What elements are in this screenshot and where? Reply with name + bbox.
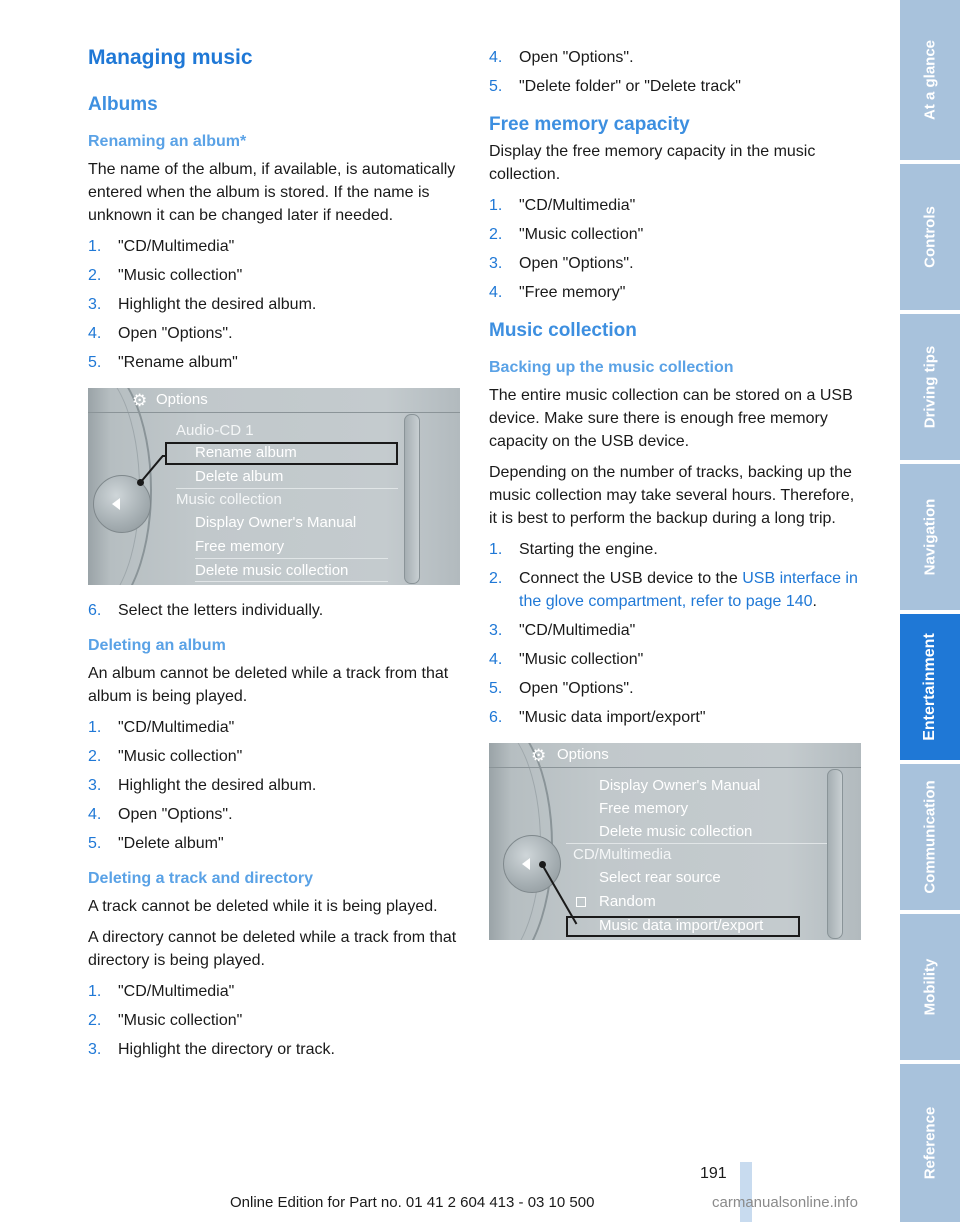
step-number: 3. <box>88 296 102 313</box>
step-text: "Music collection" <box>519 651 644 668</box>
list-item <box>88 803 460 826</box>
list-item <box>88 599 460 622</box>
options-gear-icon: ⚙ <box>132 391 148 410</box>
paragraph-free-memory: Display the free memory capacity in the music collection. <box>489 143 816 183</box>
tab-entertainment[interactable] <box>900 614 960 760</box>
menu-item-free-memory[interactable]: Free memory <box>599 800 689 817</box>
step-text: . <box>812 593 817 610</box>
steps-free-memory <box>489 194 861 304</box>
options-title: Options <box>156 391 208 408</box>
options-title: Options <box>557 746 609 763</box>
step-text: "CD/Multimedia" <box>118 719 235 736</box>
subheading-backing-up: Backing up the music collection <box>489 359 734 376</box>
steps-renaming <box>88 235 460 374</box>
list-item <box>88 1038 460 1061</box>
left-arrow-icon <box>112 498 120 510</box>
menu-item-free-memory[interactable]: Free memory <box>195 538 285 555</box>
step-number: 3. <box>489 622 503 639</box>
list-item <box>88 1009 460 1032</box>
step-text: "CD/Multimedia" <box>519 622 636 639</box>
menu-item-delete-album[interactable]: Delete album <box>195 468 284 485</box>
step-text: Starting the engine. <box>519 541 658 558</box>
list-item <box>88 351 460 374</box>
list-item <box>489 706 861 729</box>
list-item <box>88 832 460 855</box>
step-number: 2. <box>489 226 503 243</box>
steps-deleting-album <box>88 716 460 855</box>
step-text: "Music collection" <box>519 226 644 243</box>
step-text: Highlight the directory or track. <box>118 1041 335 1058</box>
step-text: "Rename album" <box>118 354 238 371</box>
paragraph-deleting-track-1: A track cannot be deleted while it is being played. <box>88 898 438 915</box>
steps-backup <box>489 538 861 729</box>
paragraph-deleting-track-2: A directory cannot be deleted while a track from that directory is being played. <box>88 929 457 969</box>
step-text: "CD/Multimedia" <box>118 238 235 255</box>
step-number: 4. <box>88 325 102 342</box>
steps-renaming-cont <box>88 599 460 622</box>
list-item <box>489 281 861 304</box>
menu-header-music-collection: Music collection <box>176 491 282 508</box>
step-number: 1. <box>489 197 503 214</box>
step-text: "Music collection" <box>118 748 243 765</box>
subheading-deleting-track: Deleting a track and directory <box>88 870 313 887</box>
page-title: Managing music <box>88 46 253 69</box>
step-text: Open "Options". <box>519 680 634 697</box>
step-number: 2. <box>88 748 102 765</box>
options-gear-icon: ⚙ <box>531 746 547 765</box>
divider <box>195 558 388 559</box>
list-item <box>489 677 861 700</box>
section-heading-albums: Albums <box>88 94 158 115</box>
page-marker <box>740 1162 752 1222</box>
menu-header-audio-cd: Audio-CD 1 <box>176 422 254 439</box>
list-item <box>489 223 861 246</box>
list-item <box>88 235 460 258</box>
step-text: "Free memory" <box>519 284 626 301</box>
steps-deleting-track-cont <box>489 46 861 98</box>
list-item <box>88 264 460 287</box>
idrive-screenshot-rename <box>88 388 460 585</box>
section-heading-music-collection: Music collection <box>489 320 637 341</box>
step-text: "Music collection" <box>118 267 243 284</box>
scrollbar[interactable] <box>404 414 420 584</box>
paragraph-backup-2: Depending on the number of tracks, backing up the music collection may take several hours. Therefore, it is best to perform the backup during a long trip. <box>489 464 855 527</box>
step-text: Open "Options". <box>118 806 233 823</box>
tab-at-a-glance[interactable] <box>900 0 960 160</box>
step-text: "Music collection" <box>118 1012 243 1029</box>
step-text: "CD/Multimedia" <box>519 197 636 214</box>
subheading-renaming-album: Renaming an album* <box>88 133 247 150</box>
highlight-frame <box>165 442 398 465</box>
step-text: Open "Options". <box>519 49 634 66</box>
step-text: Highlight the desired album. <box>118 296 317 313</box>
pointer-line <box>162 455 167 457</box>
right-column <box>489 40 861 954</box>
left-column <box>88 40 460 1069</box>
menu-item-rename-album[interactable]: Rename album <box>195 444 297 461</box>
step-number: 6. <box>489 709 503 726</box>
subheading-deleting-album: Deleting an album <box>88 637 226 654</box>
tab-label: At a glance <box>921 39 939 121</box>
tab-label: Navigation <box>921 498 939 576</box>
step-number: 3. <box>88 1041 102 1058</box>
step-text: "Music data import/export" <box>519 709 706 726</box>
section-heading-free-memory: Free memory capacity <box>489 114 690 135</box>
step-number: 3. <box>489 255 503 272</box>
usb-interface-link[interactable]: USB interface in the glove compartment, refer to page 140 <box>519 570 858 610</box>
step-number: 5. <box>489 78 503 95</box>
tab-label: Mobility <box>921 958 939 1016</box>
step-number: 5. <box>489 680 503 697</box>
step-text: Select the letters individually. <box>118 602 324 619</box>
highlight-frame <box>566 916 800 937</box>
tab-mobility[interactable] <box>900 914 960 1060</box>
tab-navigation[interactable] <box>900 464 960 610</box>
step-number: 3. <box>88 777 102 794</box>
menu-header-cd-multimedia: CD/Multimedia <box>573 846 672 863</box>
step-text: Highlight the desired album. <box>118 777 317 794</box>
list-item <box>489 538 861 561</box>
list-item <box>88 745 460 768</box>
list-item <box>489 252 861 275</box>
menu-item-delete-music-collection[interactable]: Delete music collection <box>599 823 753 840</box>
list-item <box>88 774 460 797</box>
menu-item-display-owners-manual[interactable]: Display Owner's Manual <box>195 514 357 531</box>
paragraph-deleting-album: An album cannot be deleted while a track from that album is being played. <box>88 665 449 705</box>
step-number: 5. <box>88 354 102 371</box>
tab-reference[interactable] <box>900 1064 960 1222</box>
tab-label: Entertainment <box>921 633 938 741</box>
left-arrow-icon <box>522 858 530 870</box>
divider <box>195 581 388 582</box>
paragraph-renaming: The name of the album, if available, is automatically entered when the album is stored. If the name is unknown it can be changed later if needed. <box>88 161 456 224</box>
chapter-tabs <box>900 0 960 1222</box>
step-text: "Delete album" <box>118 835 224 852</box>
list-item <box>88 322 460 345</box>
menu-item-delete-music-collection[interactable]: Delete music collection <box>195 562 349 579</box>
step-number: 1. <box>88 719 102 736</box>
list-item <box>88 716 460 739</box>
menu-item-display-owners-manual[interactable]: Display Owner's Manual <box>599 777 761 794</box>
list-item <box>489 75 861 98</box>
tab-label: Communication <box>921 780 939 894</box>
step-number: 1. <box>88 238 102 255</box>
list-item <box>489 619 861 642</box>
step-number: 1. <box>489 541 503 558</box>
step-text: Open "Options". <box>118 325 233 342</box>
step-number: 5. <box>88 835 102 852</box>
tab-driving-tips[interactable] <box>900 314 960 460</box>
tab-communication[interactable] <box>900 764 960 910</box>
tab-label: Driving tips <box>921 345 939 429</box>
paragraph-backup-1: The entire music collection can be stored on a USB device. Make sure there is enough free memory capacity on the USB device. <box>489 387 853 450</box>
step-text: "Delete folder" or "Delete track" <box>519 78 741 95</box>
step-number: 1. <box>88 983 102 1000</box>
menu-item-select-rear-source[interactable]: Select rear source <box>599 869 721 886</box>
page-number: 191 <box>700 1165 727 1182</box>
step-number: 2. <box>88 1012 102 1029</box>
watermark: carmanualsonline.info <box>712 1194 858 1211</box>
menu-item-random[interactable]: Random <box>599 893 656 910</box>
header-divider <box>88 412 460 413</box>
idrive-screenshot-export <box>489 743 861 940</box>
list-item <box>489 46 861 69</box>
step-number: 4. <box>489 651 503 668</box>
list-item <box>88 293 460 316</box>
step-number: 4. <box>489 284 503 301</box>
list-item <box>489 194 861 217</box>
footer-edition: Online Edition for Part no. 01 41 2 604 413 - 03 10 500 <box>230 1194 595 1211</box>
scrollbar[interactable] <box>827 769 843 939</box>
step-number: 4. <box>88 806 102 823</box>
list-item <box>489 648 861 671</box>
checkbox-icon[interactable] <box>576 897 586 907</box>
tab-label: Controls <box>921 206 939 268</box>
step-number: 4. <box>489 49 503 66</box>
tab-controls[interactable] <box>900 164 960 310</box>
list-item <box>489 567 861 613</box>
step-number: 6. <box>88 602 102 619</box>
list-item <box>88 980 460 1003</box>
step-text: Open "Options". <box>519 255 634 272</box>
step-text: Connect the USB device to the <box>519 570 743 587</box>
step-text: "CD/Multimedia" <box>118 983 235 1000</box>
step-number: 2. <box>88 267 102 284</box>
header-divider <box>489 767 861 768</box>
step-number: 2. <box>489 570 503 587</box>
steps-deleting-track <box>88 980 460 1061</box>
menu-item-music-data-import-export[interactable]: Music data import/export <box>599 917 764 934</box>
tab-label: Reference <box>921 1106 939 1180</box>
